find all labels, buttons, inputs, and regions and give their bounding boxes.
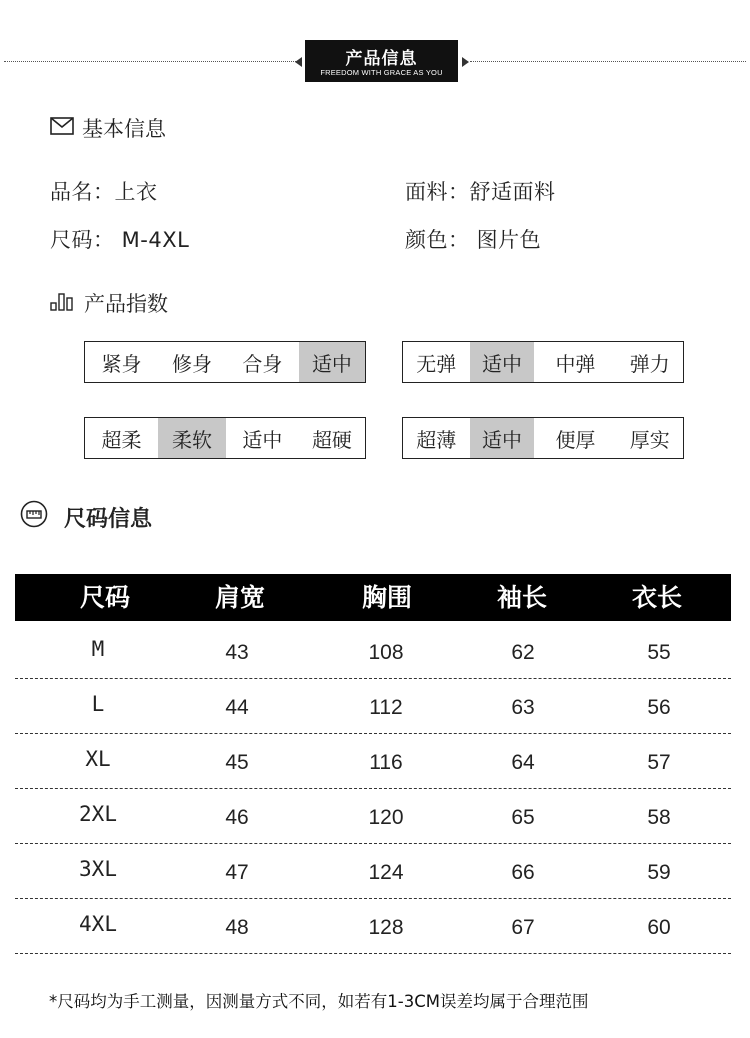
table-row	[15, 788, 731, 844]
scale-option: 修身	[171, 351, 212, 376]
value-cell: 57	[647, 751, 671, 774]
value-cell: 62	[511, 641, 535, 664]
column-header: 尺码	[79, 583, 130, 612]
value-cell: 120	[368, 806, 404, 829]
basic-info-title: 基本信息	[82, 117, 166, 141]
value-cell: 48	[225, 916, 249, 939]
scale-option-selected: 适中	[299, 342, 365, 382]
header-left-arrow	[295, 57, 302, 67]
value-cell: 66	[511, 861, 535, 884]
scale-option: 合身	[242, 351, 283, 376]
envelope-icon	[50, 116, 74, 140]
value-cell: 46	[225, 806, 249, 829]
value-cell: 63	[511, 696, 535, 719]
scale-option: 中弹	[555, 351, 596, 376]
column-header: 肩宽	[214, 583, 265, 612]
scale-option-selected: 适中	[470, 342, 535, 382]
table-row	[15, 678, 731, 734]
value-cell: 47	[225, 861, 249, 884]
scale-option: 弹力	[629, 351, 670, 376]
header-banner	[305, 40, 458, 82]
table-row	[15, 898, 731, 954]
value-cell: 43	[225, 641, 249, 664]
value-cell: 44	[225, 696, 249, 719]
column-header: 袖长	[496, 583, 547, 612]
scale-thickness	[402, 417, 684, 459]
scale-option: 适中	[242, 427, 283, 452]
size-table-header	[15, 574, 731, 621]
size-cell: 2XL	[79, 802, 117, 826]
value-cell: 116	[369, 751, 403, 774]
scale-option: 超硬	[311, 427, 352, 452]
header-right-arrow	[462, 57, 469, 67]
value-cell: 65	[511, 806, 535, 829]
header-left-line	[4, 61, 296, 62]
size-info-heading	[20, 500, 152, 534]
measurement-note: *尺码均为手工测量，因测量方式不同，如若有1-3CM误差均属于合理范围	[49, 992, 589, 1011]
value-cell: 124	[368, 861, 404, 884]
header-title: 产品信息	[345, 49, 418, 69]
value-cell: 112	[369, 696, 403, 719]
size-cell: M	[91, 637, 105, 661]
size-cell: XL	[85, 747, 111, 771]
product-index-heading	[50, 288, 168, 318]
scale-option: 便厚	[555, 427, 596, 452]
ruler-icon	[20, 500, 48, 534]
value-cell: 128	[368, 916, 404, 939]
info-color: 颜色： 图片色	[405, 228, 542, 252]
size-cell: 3XL	[79, 857, 117, 881]
info-fabric: 面料：舒适面料	[405, 180, 556, 204]
bar-chart-icon	[50, 291, 76, 316]
scale-option-selected: 适中	[470, 418, 535, 458]
value-cell: 58	[647, 806, 671, 829]
table-row	[15, 623, 731, 679]
table-row	[15, 843, 731, 899]
size-cell: L	[91, 692, 105, 716]
scale-fit	[84, 341, 366, 383]
basic-info-heading	[50, 113, 166, 143]
value-cell: 60	[647, 916, 671, 939]
scale-option-selected: 柔软	[158, 418, 226, 458]
value-cell: 67	[511, 916, 535, 939]
value-cell: 59	[647, 861, 671, 884]
scale-softness	[84, 417, 366, 459]
value-cell: 64	[511, 751, 535, 774]
size-cell: 4XL	[79, 912, 117, 936]
scale-elasticity	[402, 341, 684, 383]
value-cell: 108	[368, 641, 404, 664]
product-index-title: 产品指数	[84, 292, 168, 316]
value-cell: 55	[647, 641, 671, 664]
scale-option: 厚实	[629, 427, 670, 452]
table-row	[15, 733, 731, 789]
value-cell: 45	[225, 751, 249, 774]
header-right-line	[470, 61, 746, 62]
value-cell: 56	[647, 696, 671, 719]
scale-option: 超柔	[101, 427, 142, 452]
column-header: 衣长	[631, 583, 682, 612]
scale-option: 超薄	[416, 427, 457, 452]
column-header: 胸围	[361, 583, 412, 612]
header-subtitle: FREEDOM WITH GRACE AS YOU	[320, 68, 443, 77]
info-product-name: 品名：上衣	[50, 180, 158, 204]
scale-option: 无弹	[416, 351, 457, 376]
scale-option: 紧身	[101, 351, 142, 376]
info-size: 尺码： M-4XL	[50, 228, 190, 252]
size-info-title: 尺码信息	[64, 506, 153, 532]
